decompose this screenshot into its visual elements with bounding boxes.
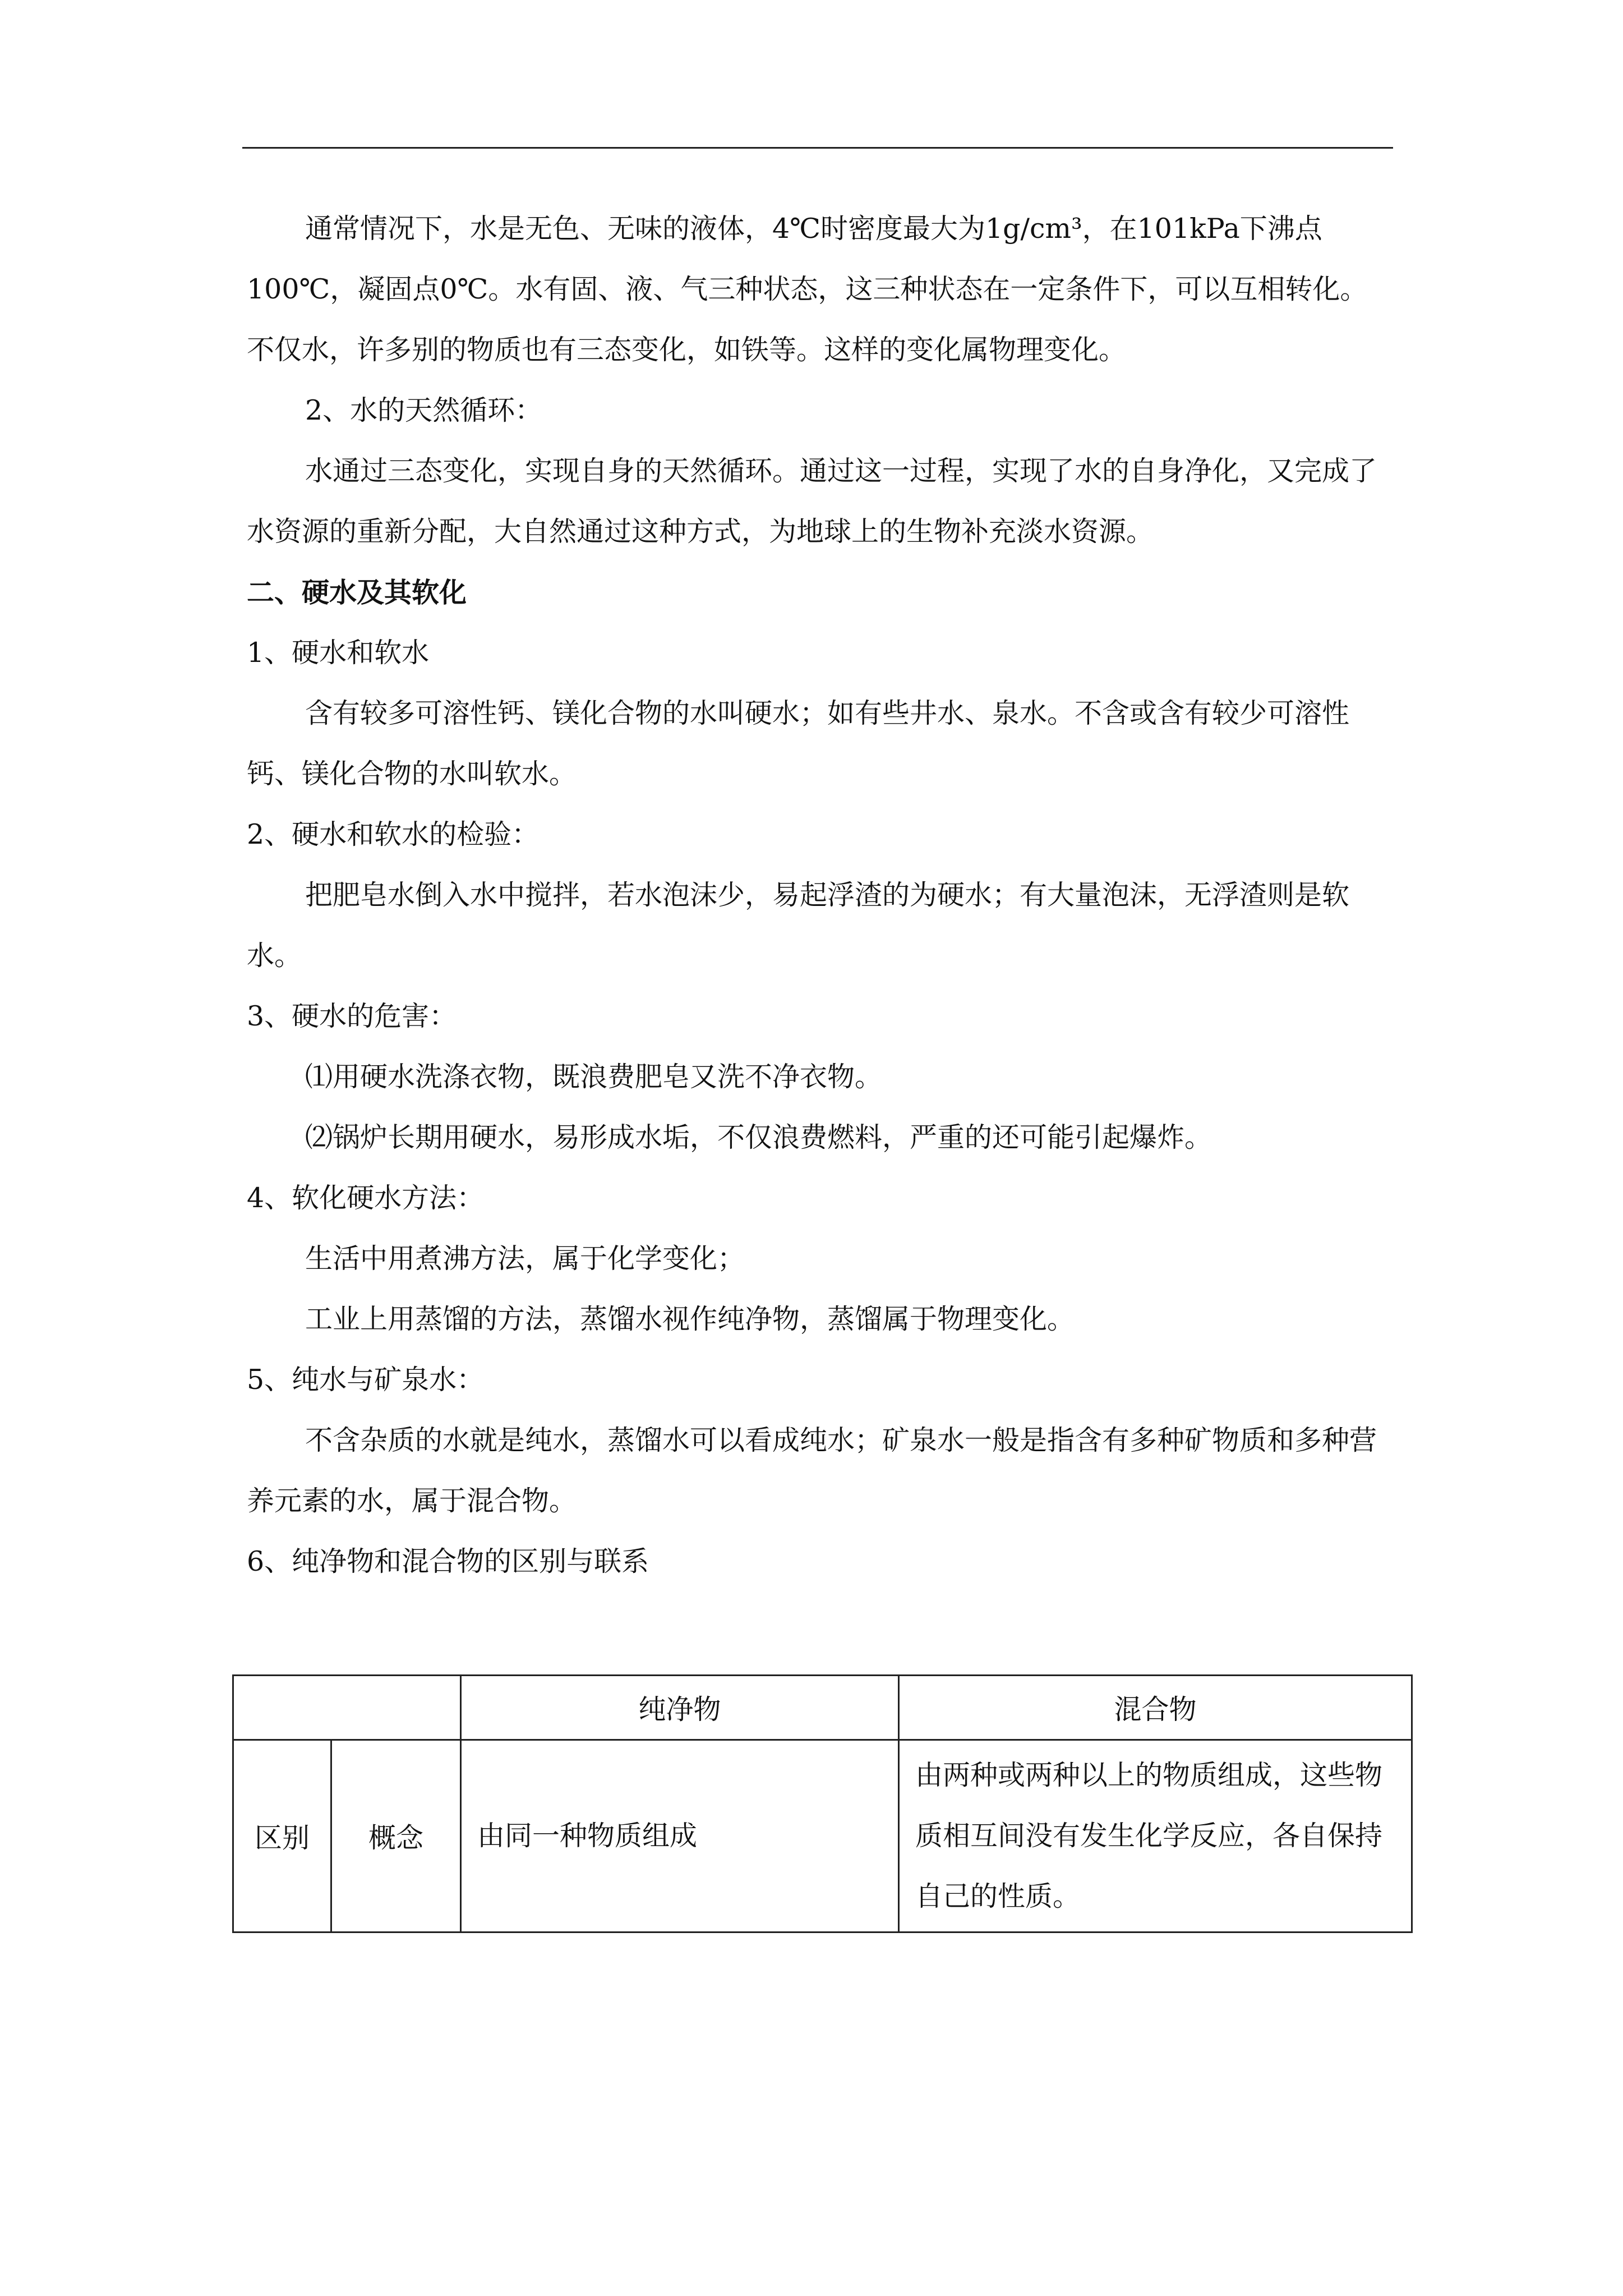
subsection-heading-6: 6、纯净物和混合物的区别与联系 xyxy=(247,1545,649,1577)
subsection-heading-1: 1、硬水和软水 xyxy=(247,637,430,669)
water-cycle-paragraph: 水通过三态变化，实现自身的天然循环。通过这一过程，实现了水的自身净化，又完成了水资源的重新分配，大自然通过这种方式，为地球上的生物补充淡水资源。 xyxy=(247,455,1377,547)
softening-item-2: 工业上用蒸馏的方法，蒸馏水视作纯净物，蒸馏属于物理变化。 xyxy=(305,1303,1075,1335)
hazard-item-2: ⑵锅炉长期用硬水，易形成水垢，不仅浪费燃料，严重的还可能引起爆炸。 xyxy=(305,1121,1212,1153)
row-group-label: 区别 xyxy=(233,1740,331,1932)
pure-concept-cell: 由同一种物质组成 xyxy=(461,1740,899,1932)
header-mixture: 混合物 xyxy=(899,1676,1412,1740)
subsection-heading-5: 5、纯水与矿泉水： xyxy=(247,1364,485,1396)
section-title: 二、硬水及其软化 xyxy=(247,576,467,609)
comparison-table xyxy=(232,1674,1413,1933)
hard-soft-water-definition: 含有较多可溶性钙、镁化合物的水叫硬水；如有些井水、泉水。不含或含有较少可溶性钙、镁化合物的水叫软水。 xyxy=(247,697,1350,790)
table-header-row xyxy=(233,1676,1412,1740)
row-label: 概念 xyxy=(331,1740,461,1932)
header-pure-substance: 纯净物 xyxy=(461,1676,899,1740)
mixture-concept-cell: 由两种或两种以上的物质组成，这些物质相互间没有发生化学反应，各自保持自己的性质。 xyxy=(899,1740,1412,1932)
pure-mineral-water-paragraph: 不含杂质的水就是纯水，蒸馏水可以看成纯水；矿泉水一般是指含有多种矿物质和多种营养元素的水，属于混合物。 xyxy=(247,1424,1377,1517)
test-method-paragraph: 把肥皂水倒入水中搅拌，若水泡沫少，易起浮渣的为硬水；有大量泡沫，无浮渣则是软水。 xyxy=(247,879,1350,972)
subsection-heading-2: 2、硬水和软水的检验： xyxy=(247,818,540,850)
water-cycle-heading: 2、水的天然循环： xyxy=(305,394,543,426)
table-row xyxy=(233,1740,1412,1932)
header-rule xyxy=(242,147,1393,149)
document-body xyxy=(247,199,1394,1592)
softening-item-1: 生活中用煮沸方法，属于化学变化； xyxy=(305,1243,745,1274)
subsection-heading-3: 3、硬水的危害： xyxy=(247,1000,457,1032)
intro-paragraph: 通常情况下，水是无色、无味的液体，4℃时密度最大为1g/cm³，在101kPa下沸点100℃，凝固点0℃。水有固、液、气三种状态，这三种状态在一定条件下，可以互相转化。不仅水，许多别的物质也有三态变化，如铁等。这样的变化属物理变化。 xyxy=(247,213,1368,366)
table-corner-cell xyxy=(233,1676,461,1740)
subsection-heading-4: 4、软化硬水方法： xyxy=(247,1182,485,1214)
hazard-item-1: ⑴用硬水洗涤衣物，既浪费肥皂又洗不净衣物。 xyxy=(305,1061,883,1093)
